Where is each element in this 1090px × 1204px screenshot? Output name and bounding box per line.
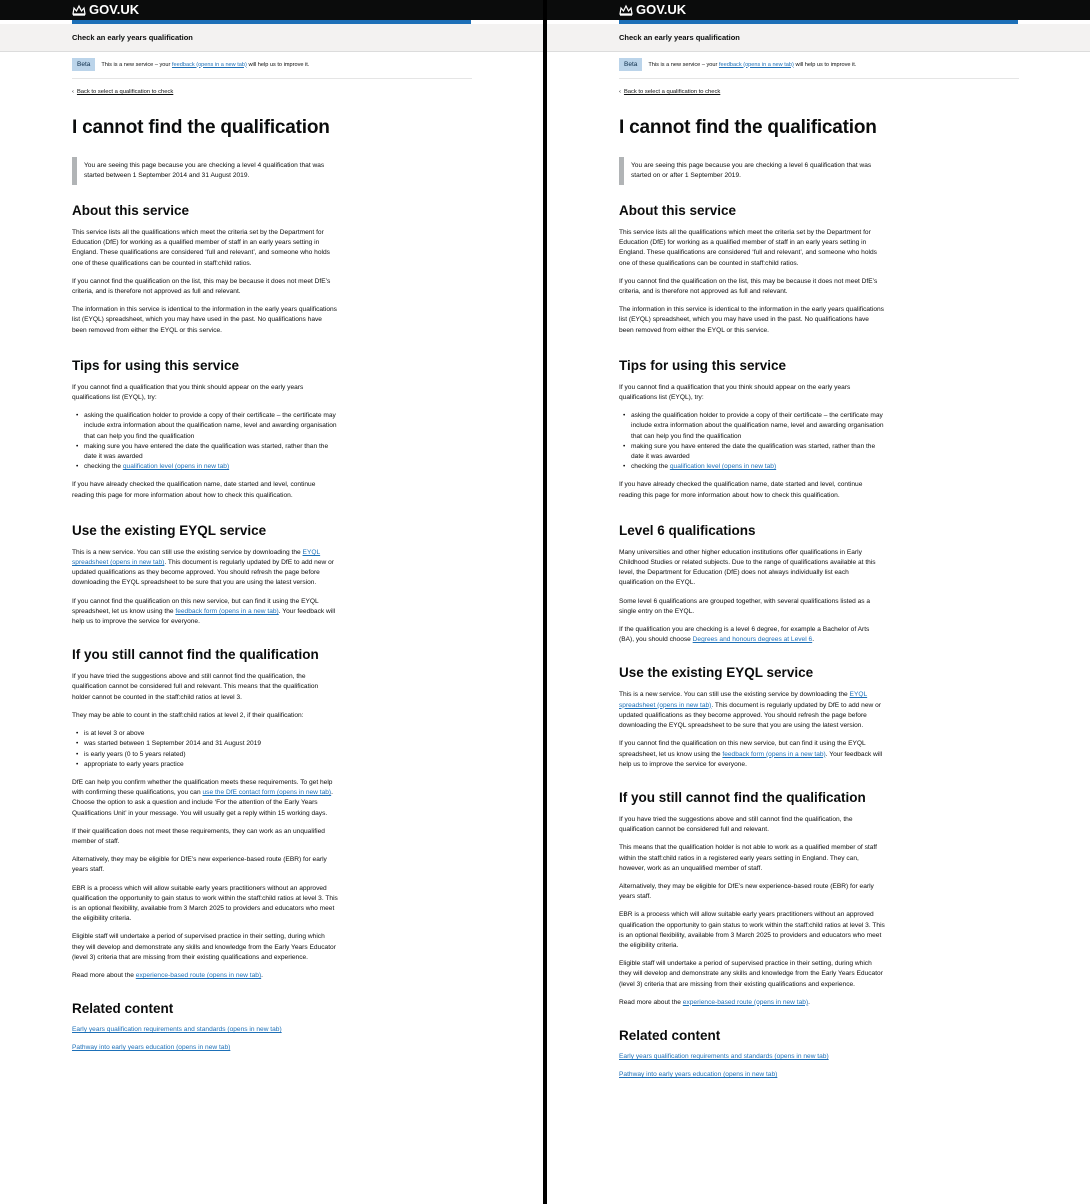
page-title: I cannot find the qualification — [619, 117, 877, 138]
eyql-p2-text-a: If you cannot find the qualification on this new service, but can find it using the EYQL spreadsheet, let us know using the — [619, 740, 866, 758]
banner-text-before: This is a new service – your — [101, 61, 172, 68]
eyql-paragraph-2 — [619, 739, 885, 770]
still-p3-text-a: DfE can help you confirm whether the qualification meets these requirements. To get help with confirming these qualifications, you can — [72, 778, 333, 797]
eyql-spreadsheet-link[interactable]: EYQL spreadsheet (opens in new tab) — [619, 691, 868, 709]
banner-text-after: will help us to improve it. — [246, 61, 310, 68]
about-paragraph-2: If you cannot find the qualification on the list, this may be because it does not meet DfE’s criteria, and is therefore not approved as full and relevant. — [72, 277, 331, 296]
list-item: • is at level 3 or above — [76, 729, 338, 739]
still-p8-text-b: . — [261, 971, 263, 979]
eyql-paragraph-2 — [72, 597, 338, 628]
list-item: • making sure you have entered the date the qualification was started, rather than the date it was awarded — [623, 442, 885, 462]
level-6-paragraph-2: Some level 6 qualifications are grouped together, with several qualifications listed as a single entry on the EYQL. — [619, 597, 871, 615]
degrees-level-6-link[interactable]: Degrees and honours degrees at Level 6 — [692, 636, 813, 644]
related-links — [619, 1053, 1019, 1078]
qualification-level-link[interactable]: qualification level (opens in new tab) — [669, 463, 777, 471]
govuk-logo-link[interactable] — [619, 2, 686, 17]
list-item: • making sure you have entered the date the qualification was started, rather than the date it was awarded — [76, 442, 338, 462]
tips-list — [623, 411, 885, 472]
still-paragraph-2: They may be able to count in the staff:child ratios at level 2, if their qualification: — [72, 711, 304, 719]
phase-banner — [72, 58, 472, 79]
phase-banner — [619, 58, 1019, 79]
tips-heading: Tips for using this service — [619, 357, 787, 373]
eyql-p1-text-a: This is a new service. You can still use the existing service by downloading the — [72, 548, 303, 556]
feedback-form-link[interactable]: feedback form (opens in a new tab) — [175, 607, 279, 615]
eyql-p1-text-b: . This document is regularly updated by DfE to add new or updated qualifications as they become approved. You should refresh the page before downloading the EYQL spreadsheet to be sure that you are using the latest version. — [72, 559, 334, 587]
about-heading: About this service — [619, 203, 737, 218]
about-paragraph-3: The information in this service is identical to the information in the early years qualifications list (EYQL) spreadsheet, which you may have used in the past. No qualifications have been removed from either the EYQL or this service. — [72, 306, 337, 334]
level-6-heading: Level 6 qualifications — [619, 522, 756, 538]
still-paragraph-3 — [72, 778, 338, 819]
eyql-p1-text-a: This is a new service. You can still use the existing service by downloading the — [619, 691, 850, 699]
about-paragraph-1: This service lists all the qualifications which meet the criteria set by the Department for Education (DfE) for working as a qualified member of staff in an early years setting in England. These qualifications are considered ‘full and relevant’, and someone who holds one of these qualifications can be counted in staff:child ratios. — [619, 229, 877, 267]
criteria-list — [76, 729, 338, 770]
govuk-header — [0, 0, 543, 20]
eyql-heading: Use the existing EYQL service — [619, 665, 814, 681]
beta-tag: Beta — [619, 58, 642, 71]
main-content — [619, 58, 1019, 1089]
logo-text: GOV.UK — [636, 2, 687, 17]
govuk-header — [547, 0, 1090, 20]
tips-list — [76, 411, 338, 472]
about-heading: About this service — [72, 203, 190, 218]
l6-p3-text-a: If the qualification you are checking is a level 6 degree, for example a Bachelor of Arts (BA), you should choose — [619, 626, 870, 644]
feedback-form-link[interactable]: feedback form (opens in a new tab) — [722, 750, 826, 758]
logo-text: GOV.UK — [89, 2, 140, 17]
eyql-heading: Use the existing EYQL service — [72, 522, 267, 538]
still-paragraph-4: If their qualification does not meet these requirements, they can work as an unqualified member of staff. — [72, 827, 325, 845]
still-cannot-find-heading: If you still cannot find the qualification — [619, 789, 866, 805]
still-paragraph-1: If you have tried the suggestions above and still cannot find the qualification, the qualification cannot be considered full and relevant. This means that the qualification holder cannot be counted in the staff:child ratios at level 3. — [72, 673, 319, 701]
level-6-paragraph-1: Many universities and other higher education institutions offer qualifications in Early Childhood Studies or related subjects. Due to the range of qualifications available at this level, the Department for Education (DfE) does not always individually list each qualification on the EYQL. — [619, 548, 876, 587]
beta-tag: Beta — [72, 58, 95, 71]
back-link-row — [619, 89, 1019, 95]
chevron-left-icon: ‹ — [72, 89, 74, 95]
still-paragraph-1: If you have tried the suggestions above and still cannot find the qualification, the qualification cannot be considered full and relevant. — [619, 815, 853, 834]
level-6-paragraph-3 — [619, 625, 885, 645]
right-page — [547, 0, 1090, 1204]
eyql-paragraph-1 — [619, 690, 885, 731]
related-content-heading: Related content — [72, 1001, 174, 1017]
still-paragraph-7: Eligible staff will undertake a period of supervised practice in their setting, during which they will develop and demonstrate any skills and knowledge from the Early Years Educator (level 3) criteria that are missing from their existing qualifications and experience. — [619, 960, 883, 988]
tip-prefix: checking the — [84, 463, 123, 471]
feedback-link[interactable]: feedback (opens in a new tab) — [171, 61, 247, 68]
banner-text-after: will help us to improve it. — [793, 61, 857, 68]
tips-after: If you have already checked the qualification name, date started and level, continue reading this page for more information about how to check this qualification. — [72, 481, 316, 499]
list-item: • was started between 1 September 2014 and 31 August 2019 — [76, 739, 338, 749]
l6-p3-text-b: . — [812, 636, 815, 644]
related-link-requirements[interactable]: Early years qualification requirements and standards (opens in new tab) — [72, 1026, 282, 1034]
still-paragraph-8 — [619, 998, 885, 1008]
list-item: • asking the qualification holder to provide a copy of their certificate – the certificate may include extra information about the qualification name, level and awarding organisation that can help you find the qualification — [76, 411, 338, 442]
back-link[interactable]: Back to select a qualification to check — [623, 89, 721, 95]
still-p3-text-b: . Choose the option to ask a question and include ‘For the attention of the Early Years Qualifications Unit’ in your message. You will usually get a reply within 15 working days. — [72, 789, 333, 817]
tips-intro: If you cannot find a qualification that you think should appear on the early years qualifications list (EYQL), try: — [72, 383, 304, 402]
qualification-level-link[interactable]: qualification level (opens in new tab) — [122, 463, 230, 471]
list-item — [76, 462, 338, 472]
page-title: I cannot find the qualification — [72, 117, 330, 138]
still-paragraph-7: Eligible staff will undertake a period of supervised practice in their setting, during which they will develop and demonstrate any skills and knowledge from the Early Years Educator (level 3) criteria that are missing from their existing qualifications and experience. — [72, 933, 336, 961]
service-name[interactable]: Check an early years qualification — [72, 33, 193, 42]
still-p8-text-a: Read more about the — [619, 998, 683, 1006]
still-paragraph-6: EBR is a process which will allow suitable early years practitioners without an approved qualification the opportunity to gain status to work within the staff:child ratios at level 3. This is an optional flexibility, available from 3 March 2025 to providers and educators who meet the eligibility criteria. — [72, 884, 338, 923]
feedback-link[interactable]: feedback (opens in a new tab) — [718, 61, 794, 68]
phase-banner-text — [101, 62, 309, 68]
related-link-pathway[interactable]: Pathway into early years education (opens in new tab) — [72, 1044, 231, 1052]
left-page — [0, 0, 543, 1204]
inset-text: You are seeing this page because you are checking a level 4 qualification that was started between 1 September 2014 and 31 August 2019. — [72, 157, 342, 185]
list-item: • appropriate to early years practice — [76, 760, 338, 770]
still-cannot-find-heading: If you still cannot find the qualification — [72, 647, 319, 663]
service-name[interactable]: Check an early years qualification — [619, 33, 740, 42]
experience-based-route-link[interactable]: experience-based route (opens in new tab) — [682, 998, 809, 1006]
about-paragraph-2: If you cannot find the qualification on the list, this may be because it does not meet DfE’s criteria, and is therefore not approved as full and relevant. — [619, 277, 878, 296]
still-paragraph-8 — [72, 971, 338, 981]
contact-form-link[interactable]: use the DfE contact form (opens in new tab) — [202, 789, 332, 797]
tips-after: If you have already checked the qualification name, date started and level, continue reading this page for more information about how to check this qualification. — [619, 481, 863, 499]
back-link-row — [72, 89, 472, 95]
banner-text-before: This is a new service – your — [648, 61, 719, 68]
eyql-p2-text-a: If you cannot find the qualification on this new service, but can find it using the EYQL spreadsheet, let us know using the — [72, 597, 319, 615]
still-p8-text-b: . — [808, 998, 810, 1006]
eyql-paragraph-1 — [72, 548, 338, 589]
eyql-p1-text-b: . This document is regularly updated by DfE to add new or updated qualifications as they become approved. You should refresh the page before downloading the EYQL spreadsheet to be sure that you are using the latest version. — [619, 701, 881, 730]
service-nav — [547, 24, 1090, 52]
chevron-left-icon: ‹ — [619, 89, 621, 95]
service-nav — [0, 24, 543, 52]
inset-text: You are seeing this page because you are checking a level 6 qualification that was started on or after 1 September 2019. — [619, 157, 889, 185]
about-paragraph-1: This service lists all the qualifications which meet the criteria set by the Department for Education (DfE) for working as a qualified member of staff in an early years setting in England. These qualifications are considered ‘full and relevant’, and someone who holds one of these qualifications can be counted in staff:child ratios. — [72, 229, 330, 267]
still-paragraph-2: This means that the qualification holder is not able to work as a qualified member of staff within the staff:child ratios in a registered early years setting in England. They can, however, work as an unqualified member of staff. — [619, 844, 877, 872]
govuk-logo-link[interactable] — [72, 2, 139, 17]
crown-icon — [72, 4, 86, 16]
experience-based-route-link[interactable]: experience-based route (opens in new tab) — [135, 971, 262, 979]
still-paragraph-5: Alternatively, they may be eligible for DfE’s new experience-based route (EBR) for early years staff. — [72, 856, 327, 874]
eyql-p2-text-b: . Your feedback will help us to improve the service for everyone. — [619, 750, 883, 768]
still-p8-text-a: Read more about the — [72, 971, 136, 979]
related-links — [72, 1026, 472, 1051]
related-link-requirements[interactable]: Early years qualification requirements and standards (opens in new tab) — [619, 1052, 829, 1060]
related-content-heading: Related content — [619, 1027, 721, 1043]
tips-intro: If you cannot find a qualification that you think should appear on the early years qualifications list (EYQL), try: — [619, 383, 851, 402]
still-paragraph-5: Alternatively, they may be eligible for DfE’s new experience-based route (EBR) for early years staff. — [619, 882, 874, 901]
still-paragraph-6: EBR is a process which will allow suitable early years practitioners without an approved qualification the opportunity to gain status to work within the staff:child ratios at level 3. This is an optional flexibility, available from 3 March 2025 to providers and educators who meet the eligibility criteria. — [619, 911, 885, 949]
about-paragraph-3: The information in this service is identical to the information in the early years qualifications list (EYQL) spreadsheet, which you may have used in the past. No qualifications have been removed from either the EYQL or this service. — [619, 306, 884, 334]
tips-heading: Tips for using this service — [72, 357, 240, 373]
main-content — [72, 58, 472, 1062]
list-item — [623, 462, 885, 472]
list-item: • asking the qualification holder to provide a copy of their certificate – the certificate may include extra information about the qualification name, level and awarding organisation that can help you find the qualification — [623, 411, 885, 442]
phase-banner-text — [648, 62, 856, 68]
related-link-pathway[interactable]: Pathway into early years education (opens in new tab) — [619, 1070, 778, 1078]
crown-icon — [619, 4, 633, 16]
eyql-p2-text-b: . Your feedback will help us to improve the service for everyone. — [72, 607, 336, 626]
eyql-spreadsheet-link[interactable]: EYQL spreadsheet (opens in new tab) — [72, 548, 321, 567]
back-link[interactable]: Back to select a qualification to check — [76, 89, 174, 95]
list-item: • is early years (0 to 5 years related) — [76, 750, 338, 760]
tip-prefix: checking the — [631, 463, 670, 471]
